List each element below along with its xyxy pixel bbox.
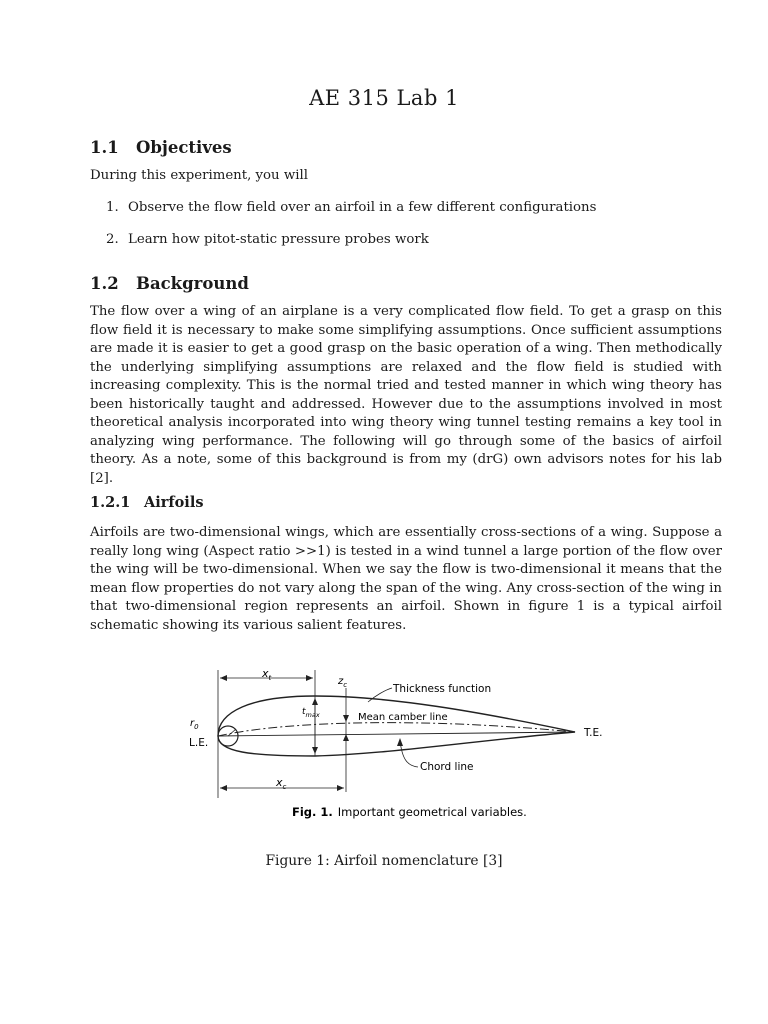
airfoil-figure	[180, 660, 650, 830]
airfoil-outline	[218, 696, 575, 756]
list-item-number: 1.	[106, 200, 119, 215]
label-leading-edge: L.E.	[189, 737, 209, 749]
figure-caption: Figure 1: Airfoil nomenclature [3]	[265, 853, 503, 869]
subsection-number: 1.2.1	[90, 494, 131, 511]
page-title: AE 315 Lab 1	[309, 86, 459, 110]
label-mean-camber-line: Mean camber line	[358, 712, 448, 723]
section-title: Objectives	[136, 138, 232, 157]
section-title: Background	[136, 274, 249, 293]
label-xt: $x_t$	[262, 667, 272, 682]
subsection-heading-airfoils	[90, 494, 204, 511]
list-item	[106, 200, 596, 215]
label-xc: $x_c$	[276, 776, 287, 791]
label-trailing-edge: T.E.	[584, 727, 603, 739]
airfoils-paragraph: Airfoils are two-dimensional wings, which are essentially cross-sections of a wing. Suppose a really long wing (Aspect ratio >>1) is tested in a wind tunnel a large portion of the flow over the wing will be two-dimensional. When we say the flow is two-dimensional it means that the mean flow properties do not vary along the span of the wing. Any cross-section of the wing in that two-dimensional region represents an airfoil. Shown in figure 1 is a typical airfoil schematic showing its various salient features.	[90, 525, 722, 633]
chord-line	[218, 732, 575, 736]
subsection-title: Airfoils	[144, 494, 204, 511]
section-heading-objectives	[90, 138, 232, 157]
section-number: 1.1	[90, 138, 119, 157]
label-zc: $z_c$	[338, 676, 348, 689]
section-number: 1.2	[90, 274, 119, 293]
list-item-number: 2.	[106, 232, 119, 247]
objectives-intro: During this experiment, you will	[90, 168, 308, 183]
list-item	[106, 232, 429, 247]
background-paragraph: The flow over a wing of an airplane is a very complicated flow field. To get a grasp on this flow field it is necessary to make some simplifying assumptions. Once sufficient assumptions are made it is easier to get a good grasp on the basic operation of a wing. Then methodically the underlying simplifying assumptions are relaxed and the flow field is studied with increasing complexity. This is the normal tried and tested manner in which wing theory has been historically taught and addressed. However due to the assumptions involved in most theoretical analysis incorporated into wing theory wing tunnel testing remains a key tool in analyzing wing performance. The following will go through some of the basics of airfoil theory. As a note, some of this background is from my (drG) own advisors notes for his lab [2].	[90, 304, 722, 486]
section-heading-background	[90, 274, 249, 293]
list-item-text: Learn how pitot-static pressure probes work	[128, 232, 429, 247]
label-thickness-function: Thickness function	[393, 683, 492, 695]
airfoil-diagram	[180, 660, 650, 830]
label-r0: $r_0$	[190, 718, 199, 731]
figure-inner-caption: Fig. 1. Important geometrical variables.	[292, 805, 527, 819]
label-tmax: $t_{max}$	[302, 707, 320, 719]
label-chord-line: Chord line	[420, 761, 474, 773]
list-item-text: Observe the flow field over an airfoil in a few different configurations	[128, 200, 597, 215]
